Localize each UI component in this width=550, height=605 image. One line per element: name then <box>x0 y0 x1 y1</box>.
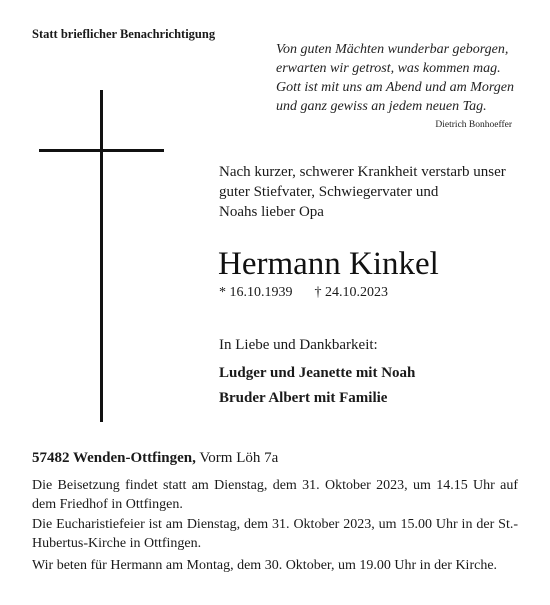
mourner-line: Bruder Albert mit Familie <box>219 390 388 406</box>
deceased-name: Hermann Kinkel <box>218 246 439 282</box>
intro-line: guter Stiefvater, Schwiegervater und <box>219 184 439 200</box>
death-announcement-text <box>219 162 506 222</box>
address-city: 57482 Wenden-Ottfingen, <box>32 450 196 466</box>
quote-line: erwarten wir getrost, was kommen mag. <box>276 61 501 76</box>
burial-info: Die Beisetzung findet statt am Dienstag, dem 31. Oktober 2023, um 14.15 Uhr auf dem Friedhof in Ottfingen. <box>32 478 518 512</box>
cross-icon-vertical <box>100 90 103 422</box>
mourners-intro: In Liebe und Dankbarkeit: <box>219 337 378 353</box>
quote-line: Von guten Mächten wunderbar geborgen, <box>276 42 509 57</box>
quote-line: und ganz gewiss an jedem neuen Tag. <box>276 99 487 114</box>
address <box>32 450 278 467</box>
mourners-list <box>219 361 415 411</box>
mourner-line: Ludger und Jeanette mit Noah <box>219 365 416 381</box>
notice-header: Statt brieflicher Benachrichtigung <box>32 27 216 41</box>
intro-line: Nach kurzer, schwerer Krankheit verstarb unser <box>219 164 506 180</box>
quote-line: Gott ist mit uns am Abend und am Morgen <box>276 80 514 95</box>
address-street: Vorm Löh 7a <box>199 450 279 466</box>
quote-author: Dietrich Bonhoeffer <box>435 120 512 130</box>
life-dates <box>219 285 388 301</box>
prayer-info: Wir beten für Hermann am Montag, dem 30. Oktober, um 19.00 Uhr in der Kirche. <box>32 558 498 573</box>
birth-date: * 16.10.1939 <box>219 285 293 300</box>
bonhoeffer-quote <box>276 40 514 116</box>
intro-line: Noahs lieber Opa <box>219 204 324 220</box>
cross-icon-horizontal <box>39 149 164 152</box>
mass-info: Die Eucharistiefeier ist am Dienstag, dem 31. Oktober 2023, um 15.00 Uhr in der St.-Hubertus-Kirche in Ottfingen. <box>32 517 518 551</box>
death-date: † 24.10.2023 <box>314 285 388 300</box>
